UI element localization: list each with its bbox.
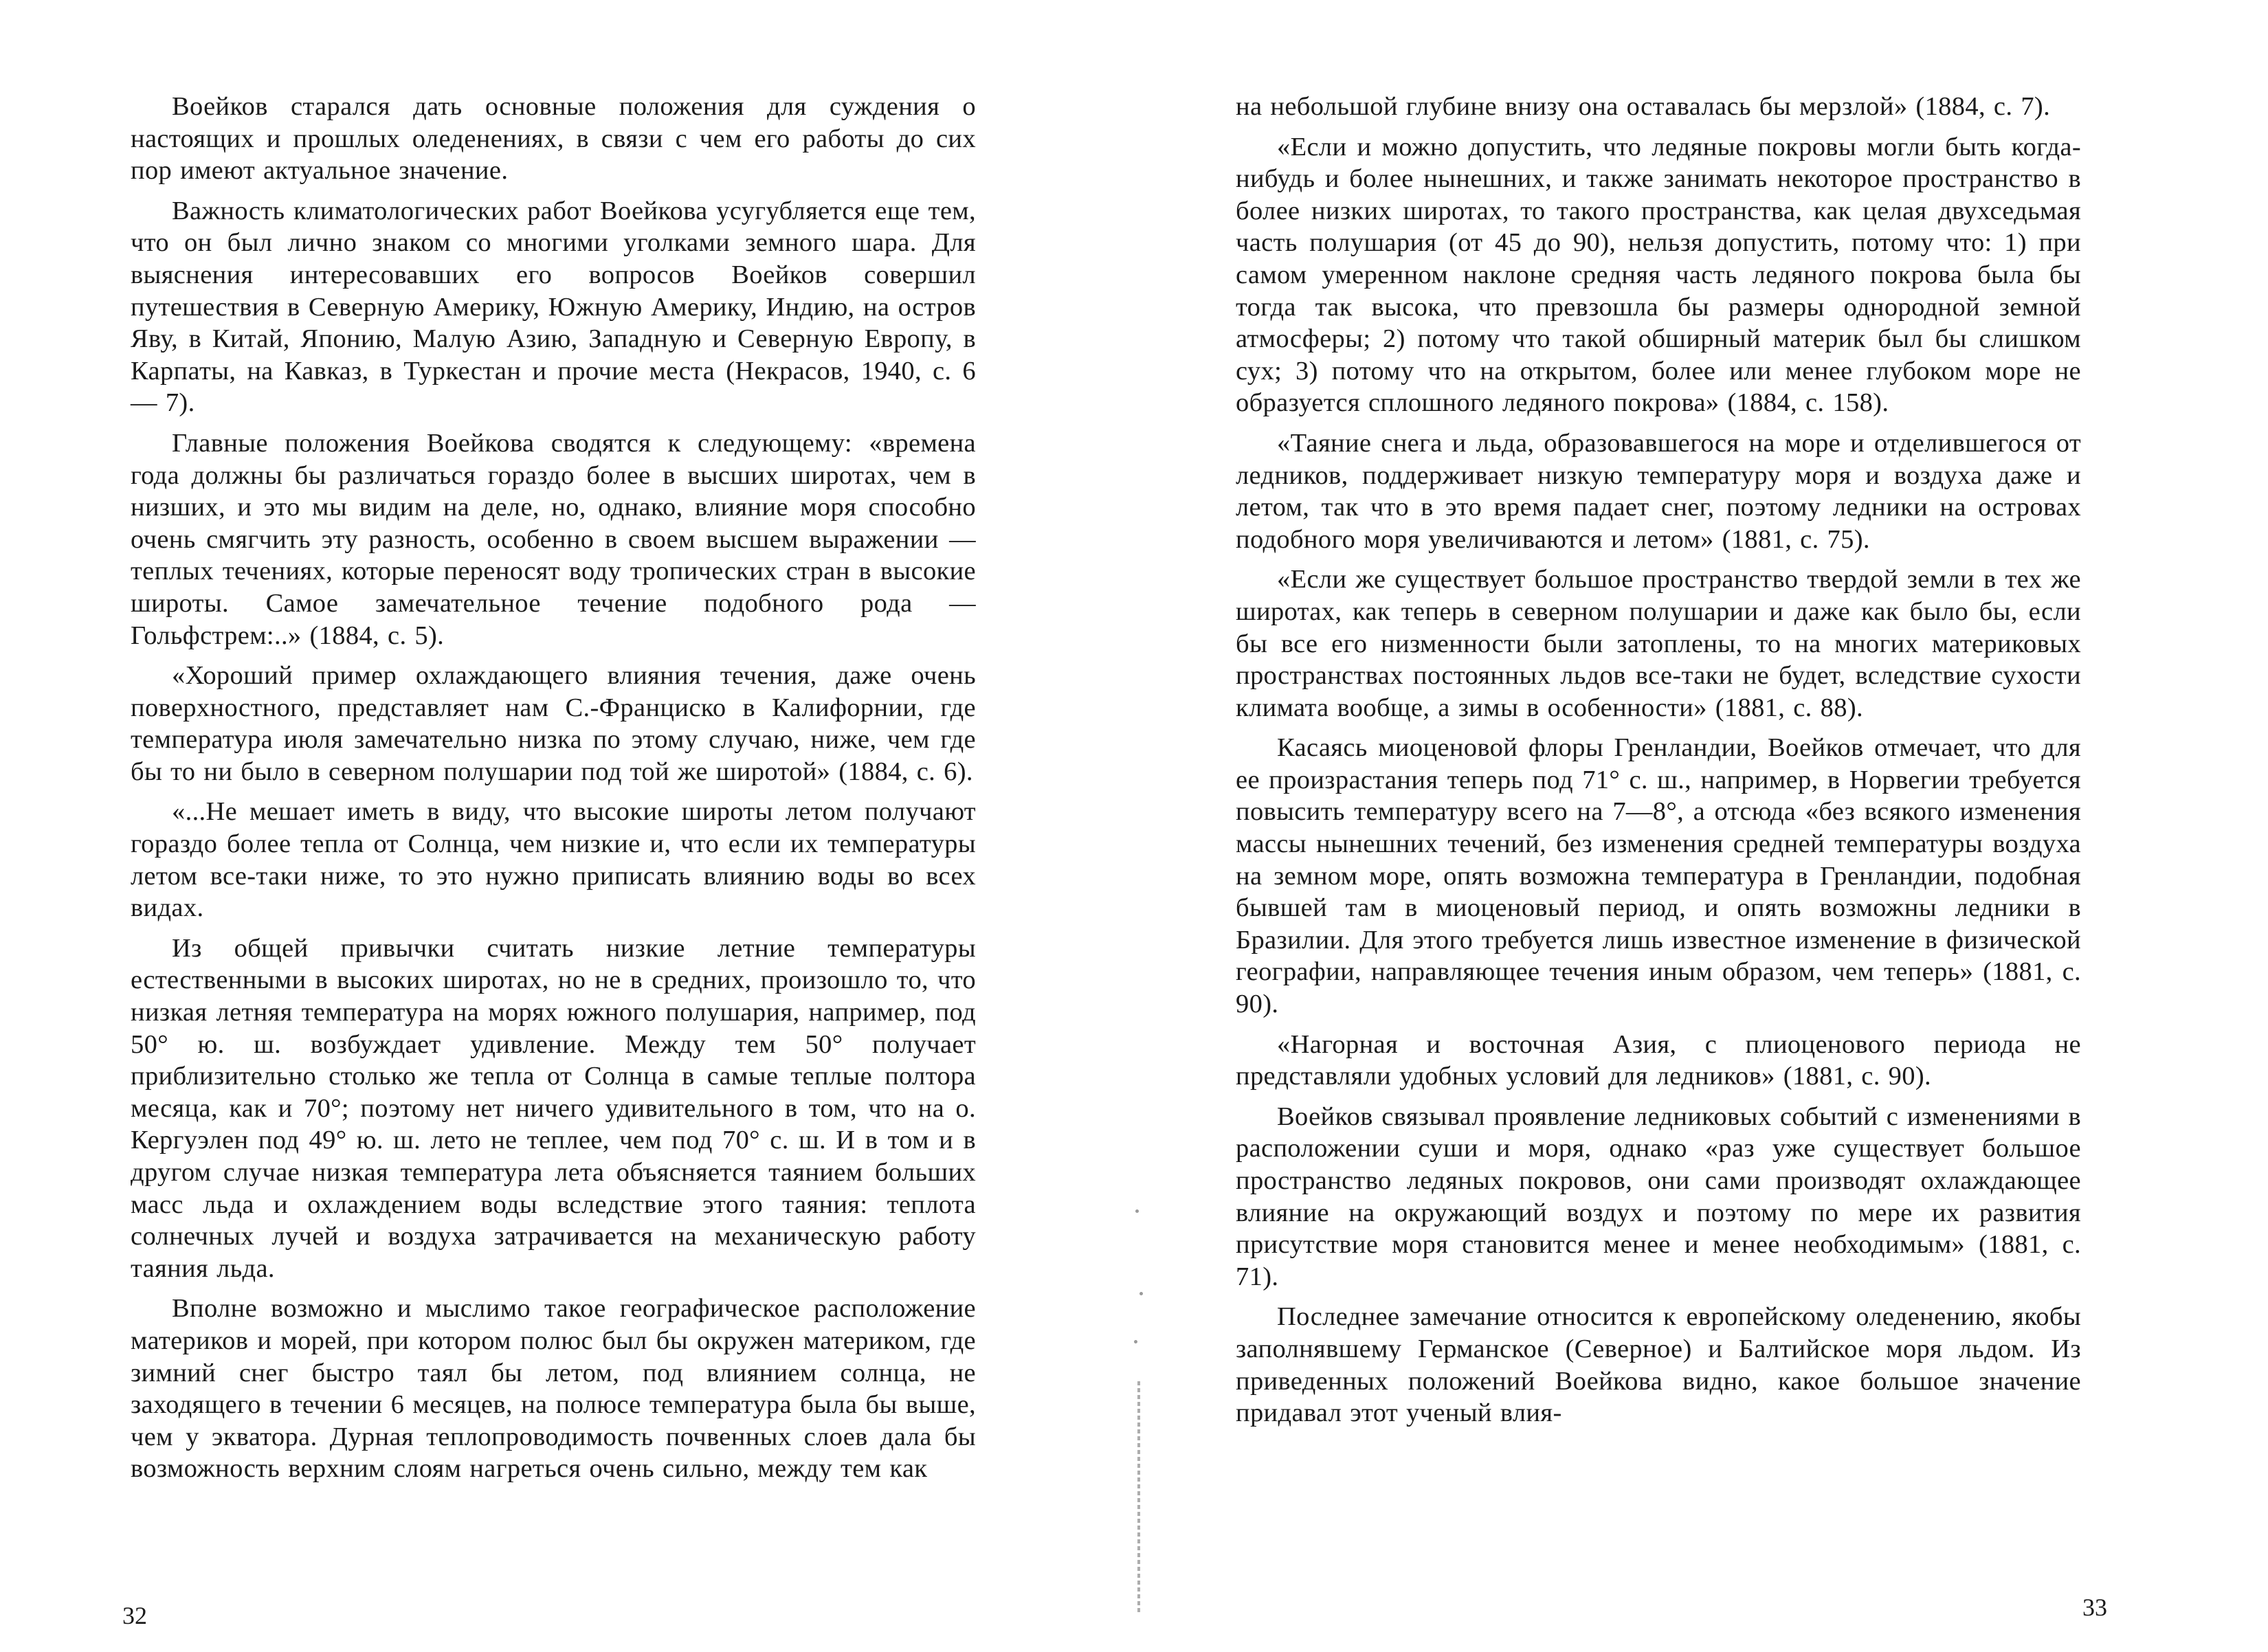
right-page	[1134, 0, 2268, 1652]
right-page-number: 33	[2082, 1594, 2107, 1621]
right-paragraph-8: Последнее замечание относится к европейскому оледенению, якобы заполнявшему Германское (Северное) и Балтийское моря льдом. Из приведенных положений Воейкова видно, какое большое значение придавал этот ученый влия-	[1236, 1302, 2081, 1428]
left-page-number: 32	[122, 1602, 147, 1629]
left-paragraph-6: Из общей привычки считать низкие летние температуры естественными в высоких широтах, но не в средних, произошло то, что низкая летняя температура на морях южного полушария, например, под 50° ю. ш. возбуждает удивление. Между тем 50° получает приблизительно столько же тепла от Солнца в самые теплые полтора месяца, как и 70°; поэтому нет ничего удивительного в том, что на о. Кергуэлен под 49° ю. ш. лето не теплее, чем под 70° с. ш. И в том и в другом случае низкая температура лета объясняется таянием больших масс льда и охлаждением воды вследствие этого таяния: теплота солнечных лучей и воздуха затрачивается на механическую работу таяния льда.	[131, 933, 976, 1283]
right-paragraph-4: «Если же существует большое пространство твердой земли в тех же широтах, как теперь в северном полушарии и даже как было бы, если бы все его низменности были затоплены, то на многих материковых пространствах постоянных льдов все-таки не будет, вследствие сухости климата вообще, а зимы в особенности» (1881, с. 88).	[1236, 565, 2081, 722]
left-paragraph-4: «Хороший пример охлаждающего влияния течения, даже очень поверхностного, представляет нам С.-Франциско в Калифорнии, где температура июля замечательно низка по этому случаю, ниже, чем где бы то ни было в северном полушарии под той же широтой» (1884, с. 6).	[131, 661, 976, 786]
left-paragraph-1: Воейков старался дать основные положения для суждения о настоящих и прошлых оледенениях, в связи с чем его работы до сих пор имеют актуальное значение.	[131, 92, 976, 186]
right-paragraph-1: на небольшой глубине внизу она оставалась бы мерзлой» (1884, с. 7).	[1236, 92, 2051, 121]
left-paragraph-5: «...Не мешает иметь в виду, что высокие широты летом получают гораздо более тепла от Солнца, чем низкие и, что если их температуры летом все-таки ниже, то это нужно приписать влиянию воды во всех видах.	[131, 797, 976, 923]
right-paragraph-6: «Нагорная и восточная Азия, с плиоценового периода не представляли удобных условий для ледников» (1881, с. 90).	[1236, 1029, 2081, 1091]
right-paragraph-5: Касаясь миоценовой флоры Гренландии, Воейков отмечает, что для ее произрастания теперь под 71° с. ш., например, в Норвегии требуется повысить температуру всего на 7—8°, а отсюда «без всякого изменения массы нынешних течений, без изменения средней температуры воздуха на земном море, опять возможна температура в Гренландии, подобная бывшей там в миоценовый период, и опять возможны ледники в Бразилии. Для этого требуется лишь известное изменение в физической географии, направляющее течения иным образом, чем теперь» (1881, с. 90).	[1236, 733, 2081, 1019]
left-paragraph-7: Вполне возможно и мыслимо такое географическое расположение материков и морей, при котором полюс был бы окружен материком, где зимний снег быстро таял бы летом, под влиянием солнца, не заходящего в течении 6 месяцев, на полюсе температура была бы выше, чем у экватора. Дурная теплопроводимость почвенных слоев дала бы возможность верхним слоям нагреться очень сильно, между тем как	[131, 1294, 976, 1484]
right-paragraph-7: Воейков связывал проявление ледниковых событий с изменениями в расположении суши и моря, однако «раз уже существует большое пространство ледяных покровов, они сами производят охлаждающее влияние на окружающий воздух и поэтому по мере их развития присутствие моря становится менее и менее необходимым» (1881, с. 71).	[1236, 1102, 2081, 1291]
right-page-text-column	[1236, 91, 2081, 1438]
right-paragraph-2: «Если и можно допустить, что ледяные покровы могли быть когда-нибудь и более нынешних, и также занимать некоторое пространство в более низких широтах, то такого пространства, как целая двухседьмая часть полушария (от 45 до 90), нельзя допустить, потому что: 1) при самом умеренном наклоне средняя часть ледяного покрова была бы тогда так высока, что превзошла бы размеры однородной земной атмосферы; 2) потому что такой обширный материк был бы слишком сух; 3) потому что на открытом, более или менее глубоком море не образуется сплошного ледяного покрова» (1884, с. 158).	[1236, 132, 2081, 418]
left-paragraph-2: Важность климатологических работ Воейкова усугубляется еще тем, что он был лично знаком со многими уголками земного шара. Для выяснения интересовавших его вопросов Воейков совершил путешествия в Северную Америку, Южную Америку, Индию, на остров Яву, в Китай, Японию, Малую Азию, Западную и Северную Европу, в Карпаты, на Кавказ, в Туркестан и прочие места (Некрасов, 1940, с. 6 — 7).	[131, 196, 976, 418]
left-page-text-column	[131, 91, 976, 1493]
right-paragraph-3: «Таяние снега и льда, образовавшегося на море и отделившегося от ледников, поддерживает низкую температуру моря и воздуха даже и летом, так что в это время падает снег, поэтому ледники на островах подобного моря увеличиваются и летом» (1881, с. 75).	[1236, 428, 2081, 554]
left-paragraph-3: Главные положения Воейкова сводятся к следующему: «времена года должны бы различаться гораздо более в высших широтах, чем в низших, и это мы видим на деле, но, однако, влияние моря способно очень смягчить эту разность, особенно в своем высшем выражении — теплых течениях, которые переносят воду тропических стран в высокие широты. Самое замечательное течение подобного рода — Гольфстрем:..» (1884, с. 5).	[131, 428, 976, 650]
